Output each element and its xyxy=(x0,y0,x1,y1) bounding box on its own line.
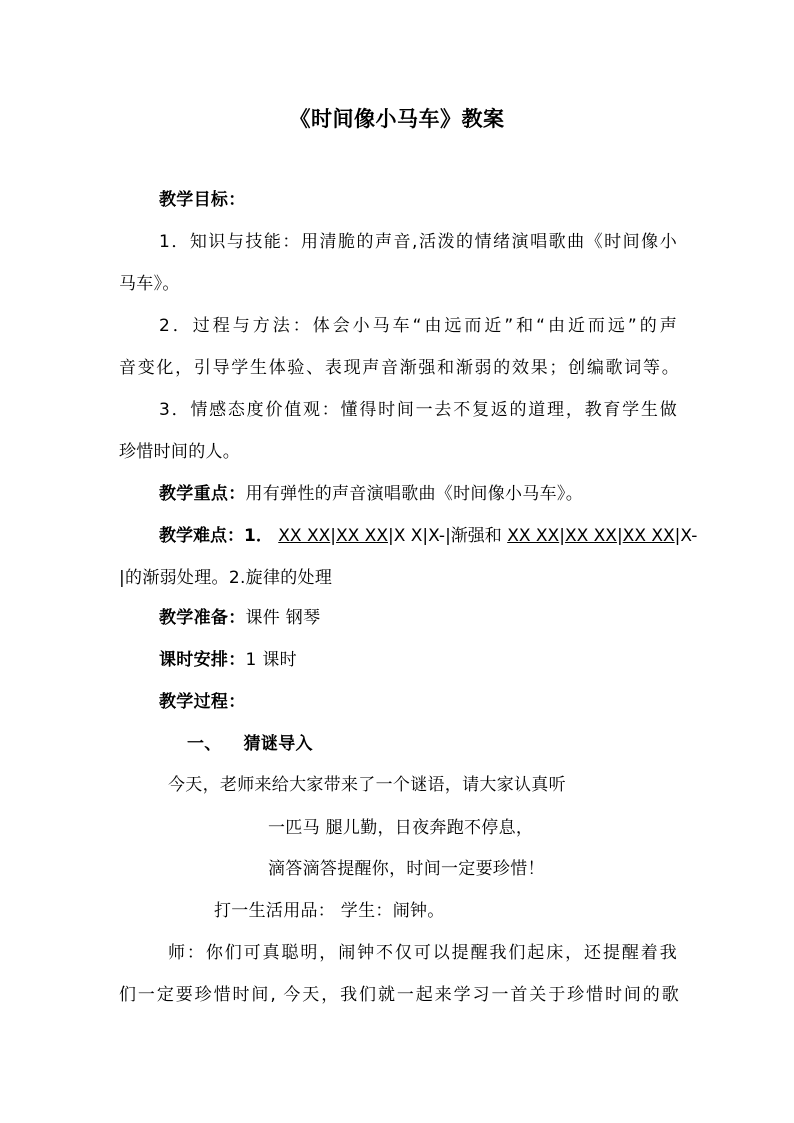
difficulty-label: 教学难点：1． xyxy=(159,526,273,546)
process-heading: 教学过程： xyxy=(159,692,246,712)
schedule xyxy=(159,648,719,672)
bar-line: | xyxy=(616,526,623,546)
objectives-heading: 教学目标： xyxy=(159,190,246,210)
schedule-label: 课时安排： xyxy=(159,650,246,670)
teacher-line-1: 师：你们可真聪明，闹钟不仅可以提醒我们起床，还提醒着我 xyxy=(168,943,677,963)
document-title: 《时间像小马车》教案 xyxy=(289,107,505,131)
difficulty-middle-text: |X X|X-|渐强和 xyxy=(387,526,502,546)
bar-line: | xyxy=(330,526,336,546)
objective-2-line-2: 音变化，引导学生体验、表现声音渐强和渐弱的效果；创编歌词等。 xyxy=(119,358,679,378)
section-1-number: 一、 xyxy=(187,734,222,754)
section-1-title: 猜谜导入 xyxy=(243,734,313,754)
preparation-text: 课件 钢琴 xyxy=(245,608,321,628)
key-point-text: 用有弹性的声音演唱歌曲《时间像小马车》。 xyxy=(245,484,583,504)
objective-2-line-1: 2．过程与方法：体会小马车“由远而近”和“由近而远”的声 xyxy=(159,316,677,336)
preparation xyxy=(159,606,719,630)
rhythm-segment: XX XX xyxy=(622,526,675,546)
rhythm-segment: XX XX xyxy=(564,526,617,546)
objective-1-line-2: 马车》。 xyxy=(119,274,180,294)
key-point-label: 教学重点： xyxy=(159,484,246,504)
schedule-text: 1 课时 xyxy=(245,650,297,670)
preparation-label: 教学准备： xyxy=(159,608,246,628)
rhythm-segment: XX XX xyxy=(278,526,331,546)
key-point xyxy=(159,482,719,506)
objective-3-line-2: 珍惜时间的人。 xyxy=(119,442,241,462)
riddle-answer: 打一生活用品： 学生：闹钟。 xyxy=(214,901,445,921)
rhythm-segment: XX XX xyxy=(335,526,388,546)
difficulty-end-text: |X- xyxy=(674,526,698,546)
teacher-line-2: 们一定要珍惜时间, 今天，我们就一起来学习一首关于珍惜时间的歌 xyxy=(119,985,679,1005)
difficulty-line-1 xyxy=(159,524,719,548)
rhythm-segment: XX XX xyxy=(507,526,560,546)
riddle-line-2: 滴答滴答提醒你，时间一定要珍惜！ xyxy=(268,859,545,879)
difficulty-line-2: |的渐弱处理。2.旋律的处理 xyxy=(119,568,333,588)
section-1-heading xyxy=(187,732,747,756)
objective-3-line-1: 3．情感态度价值观：懂得时间一去不复返的道理，教育学生做 xyxy=(159,400,677,420)
bar-line: | xyxy=(559,526,565,546)
objective-1-line-1: 1．知识与技能：用清脆的声音,活泼的情绪演唱歌曲《时间像小 xyxy=(159,232,677,252)
riddle-line-1: 一匹马 腿儿勤，日夜奔跑不停息， xyxy=(268,818,534,838)
intro-text: 今天，老师来给大家带来了一个谜语，请大家认真听 xyxy=(168,775,566,795)
